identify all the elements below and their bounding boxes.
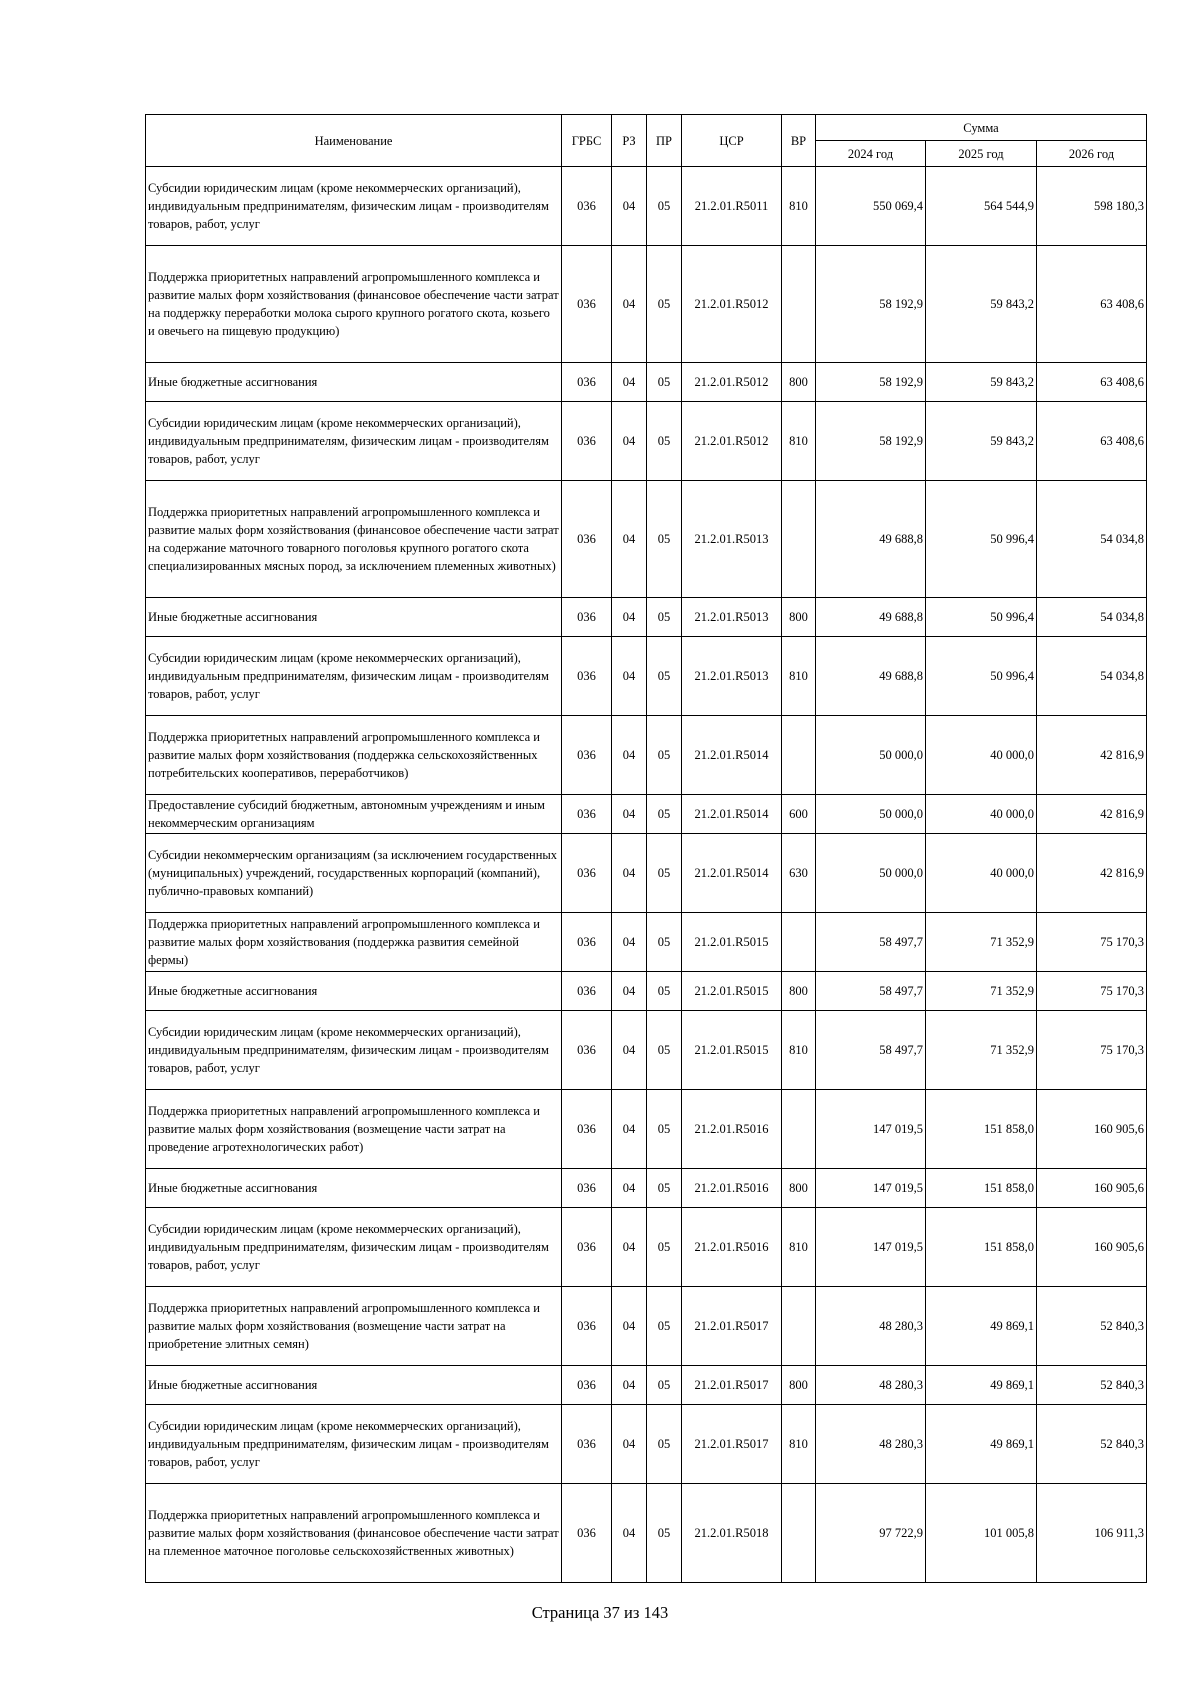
cell-csr: 21.2.01.R5012 [682,402,782,481]
cell-amount-2024: 58 192,9 [816,402,926,481]
cell-name: Субсидии юридическим лицам (кроме некоммерческих организаций), индивидуальным предпринимателям, физическим лицам - производителям товаров, работ, услуг [146,637,562,716]
cell-name: Субсидии юридическим лицам (кроме некоммерческих организаций), индивидуальным предпринимателям, физическим лицам - производителям товаров, работ, услуг [146,402,562,481]
cell-rz: 04 [612,1484,647,1583]
cell-grbs: 036 [562,481,612,598]
cell-csr: 21.2.01.R5013 [682,637,782,716]
cell-name: Субсидии юридическим лицам (кроме некоммерческих организаций), индивидуальным предпринимателям, физическим лицам - производителям товаров, работ, услуг [146,167,562,246]
cell-vr: 800 [782,1366,816,1405]
cell-amount-2026: 75 170,3 [1037,913,1147,972]
cell-rz: 04 [612,1208,647,1287]
cell-amount-2024: 50 000,0 [816,716,926,795]
cell-vr: 600 [782,795,816,834]
cell-amount-2026: 63 408,6 [1037,363,1147,402]
cell-rz: 04 [612,1287,647,1366]
cell-grbs: 036 [562,795,612,834]
header-sum: Сумма [816,115,1147,141]
cell-csr: 21.2.01.R5017 [682,1287,782,1366]
cell-pr: 05 [647,834,682,913]
cell-rz: 04 [612,1169,647,1208]
cell-vr: 630 [782,834,816,913]
cell-csr: 21.2.01.R5017 [682,1366,782,1405]
cell-grbs: 036 [562,1405,612,1484]
cell-amount-2024: 50 000,0 [816,795,926,834]
cell-amount-2025: 40 000,0 [926,716,1037,795]
cell-name: Субсидии некоммерческим организациям (за исключением государственных (муниципальных) учреждений, государственных корпораций (компаний), публично-правовых компаний) [146,834,562,913]
cell-amount-2024: 147 019,5 [816,1208,926,1287]
cell-vr [782,1287,816,1366]
cell-amount-2025: 151 858,0 [926,1090,1037,1169]
cell-amount-2026: 63 408,6 [1037,246,1147,363]
cell-amount-2026: 42 816,9 [1037,834,1147,913]
cell-name: Иные бюджетные ассигнования [146,972,562,1011]
cell-grbs: 036 [562,1208,612,1287]
cell-amount-2025: 151 858,0 [926,1169,1037,1208]
cell-pr: 05 [647,1169,682,1208]
cell-vr [782,913,816,972]
cell-pr: 05 [647,481,682,598]
cell-amount-2024: 49 688,8 [816,637,926,716]
cell-rz: 04 [612,834,647,913]
cell-grbs: 036 [562,1366,612,1405]
cell-amount-2024: 147 019,5 [816,1090,926,1169]
table-row [146,1405,1147,1484]
cell-name: Иные бюджетные ассигнования [146,1169,562,1208]
cell-vr: 800 [782,363,816,402]
cell-pr: 05 [647,1011,682,1090]
cell-csr: 21.2.01.R5014 [682,834,782,913]
header-rz: РЗ [612,115,647,167]
table-row [146,167,1147,246]
table-row [146,1484,1147,1583]
cell-amount-2026: 160 905,6 [1037,1169,1147,1208]
cell-grbs: 036 [562,1011,612,1090]
cell-csr: 21.2.01.R5013 [682,481,782,598]
cell-name: Поддержка приоритетных направлений агропромышленного комплекса и развитие малых форм хозяйствования (поддержка развития семейной фермы) [146,913,562,972]
cell-amount-2025: 49 869,1 [926,1405,1037,1484]
cell-rz: 04 [612,972,647,1011]
cell-csr: 21.2.01.R5012 [682,246,782,363]
cell-grbs: 036 [562,167,612,246]
cell-amount-2026: 106 911,3 [1037,1484,1147,1583]
cell-amount-2026: 42 816,9 [1037,795,1147,834]
cell-name: Поддержка приоритетных направлений агропромышленного комплекса и развитие малых форм хозяйствования (финансовое обеспечение части затрат на поддержку переработки молока сырого крупного рогатого скота, козьего и овечьего на пищевую продукцию) [146,246,562,363]
cell-amount-2024: 147 019,5 [816,1169,926,1208]
cell-rz: 04 [612,1090,647,1169]
cell-amount-2026: 42 816,9 [1037,716,1147,795]
cell-amount-2024: 48 280,3 [816,1287,926,1366]
cell-grbs: 036 [562,716,612,795]
cell-grbs: 036 [562,1090,612,1169]
cell-amount-2026: 54 034,8 [1037,598,1147,637]
cell-vr: 800 [782,598,816,637]
table-row [146,1090,1147,1169]
cell-csr: 21.2.01.R5013 [682,598,782,637]
cell-csr: 21.2.01.R5011 [682,167,782,246]
cell-rz: 04 [612,481,647,598]
cell-rz: 04 [612,716,647,795]
cell-grbs: 036 [562,1484,612,1583]
cell-vr: 800 [782,972,816,1011]
cell-grbs: 036 [562,913,612,972]
cell-amount-2025: 50 996,4 [926,637,1037,716]
cell-amount-2024: 550 069,4 [816,167,926,246]
cell-vr: 810 [782,402,816,481]
cell-amount-2024: 48 280,3 [816,1366,926,1405]
cell-csr: 21.2.01.R5017 [682,1405,782,1484]
cell-vr [782,1090,816,1169]
cell-pr: 05 [647,1366,682,1405]
header-year-2025: 2025 год [926,141,1037,167]
header-pr: ПР [647,115,682,167]
table-row [146,1287,1147,1366]
cell-pr: 05 [647,598,682,637]
cell-name: Иные бюджетные ассигнования [146,1366,562,1405]
cell-name: Предоставление субсидий бюджетным, автономным учреждениям и иным некоммерческим организациям [146,795,562,834]
cell-rz: 04 [612,1366,647,1405]
cell-vr: 810 [782,637,816,716]
table-body [146,167,1147,1583]
table-row [146,598,1147,637]
cell-rz: 04 [612,913,647,972]
budget-table [145,114,1147,1583]
cell-amount-2026: 54 034,8 [1037,481,1147,598]
cell-amount-2026: 52 840,3 [1037,1405,1147,1484]
cell-grbs: 036 [562,598,612,637]
table-row [146,1169,1147,1208]
cell-amount-2025: 59 843,2 [926,363,1037,402]
cell-grbs: 036 [562,1169,612,1208]
header-year-2024: 2024 год [816,141,926,167]
cell-rz: 04 [612,598,647,637]
cell-amount-2026: 75 170,3 [1037,972,1147,1011]
header-grbs: ГРБС [562,115,612,167]
cell-vr: 810 [782,1405,816,1484]
cell-pr: 05 [647,1208,682,1287]
table-row [146,637,1147,716]
cell-amount-2026: 52 840,3 [1037,1287,1147,1366]
cell-amount-2025: 71 352,9 [926,1011,1037,1090]
table-row [146,402,1147,481]
cell-amount-2024: 49 688,8 [816,598,926,637]
table-header [146,115,1147,167]
cell-name: Поддержка приоритетных направлений агропромышленного комплекса и развитие малых форм хозяйствования (возмещение части затрат на приобретение элитных семян) [146,1287,562,1366]
cell-rz: 04 [612,402,647,481]
cell-amount-2025: 564 544,9 [926,167,1037,246]
cell-csr: 21.2.01.R5016 [682,1090,782,1169]
cell-rz: 04 [612,1405,647,1484]
cell-amount-2025: 40 000,0 [926,834,1037,913]
cell-grbs: 036 [562,637,612,716]
table-row [146,972,1147,1011]
header-vr: ВР [782,115,816,167]
table-row [146,1011,1147,1090]
cell-amount-2024: 50 000,0 [816,834,926,913]
cell-vr [782,1484,816,1583]
header-csr: ЦСР [682,115,782,167]
cell-vr: 810 [782,1208,816,1287]
cell-csr: 21.2.01.R5015 [682,972,782,1011]
cell-amount-2024: 48 280,3 [816,1405,926,1484]
cell-vr [782,716,816,795]
cell-amount-2024: 58 192,9 [816,246,926,363]
cell-amount-2025: 40 000,0 [926,795,1037,834]
cell-amount-2025: 71 352,9 [926,913,1037,972]
table-row [146,246,1147,363]
cell-grbs: 036 [562,972,612,1011]
cell-amount-2026: 160 905,6 [1037,1090,1147,1169]
cell-amount-2025: 59 843,2 [926,402,1037,481]
cell-amount-2026: 54 034,8 [1037,637,1147,716]
cell-vr: 810 [782,167,816,246]
cell-pr: 05 [647,1090,682,1169]
cell-pr: 05 [647,1484,682,1583]
cell-amount-2025: 151 858,0 [926,1208,1037,1287]
cell-grbs: 036 [562,834,612,913]
cell-name: Поддержка приоритетных направлений агропромышленного комплекса и развитие малых форм хозяйствования (возмещение части затрат на проведение агротехнологических работ) [146,1090,562,1169]
header-year-2026: 2026 год [1037,141,1147,167]
cell-amount-2026: 598 180,3 [1037,167,1147,246]
cell-amount-2025: 50 996,4 [926,598,1037,637]
cell-grbs: 036 [562,402,612,481]
cell-amount-2024: 97 722,9 [816,1484,926,1583]
cell-rz: 04 [612,795,647,834]
cell-name: Поддержка приоритетных направлений агропромышленного комплекса и развитие малых форм хозяйствования (финансовое обеспечение части затрат на содержание маточного товарного поголовья крупного рогатого скота специализированных мясных пород, за исключением племенных животных) [146,481,562,598]
table-row [146,913,1147,972]
cell-vr: 810 [782,1011,816,1090]
table-row [146,1366,1147,1405]
cell-name: Субсидии юридическим лицам (кроме некоммерческих организаций), индивидуальным предпринимателям, физическим лицам - производителям товаров, работ, услуг [146,1405,562,1484]
cell-vr [782,246,816,363]
cell-amount-2024: 58 497,7 [816,913,926,972]
cell-amount-2025: 50 996,4 [926,481,1037,598]
cell-amount-2026: 63 408,6 [1037,402,1147,481]
cell-amount-2026: 160 905,6 [1037,1208,1147,1287]
cell-pr: 05 [647,1287,682,1366]
cell-name: Субсидии юридическим лицам (кроме некоммерческих организаций), индивидуальным предпринимателям, физическим лицам - производителям товаров, работ, услуг [146,1011,562,1090]
table-row [146,481,1147,598]
cell-csr: 21.2.01.R5016 [682,1208,782,1287]
cell-pr: 05 [647,716,682,795]
cell-amount-2024: 58 497,7 [816,972,926,1011]
cell-grbs: 036 [562,363,612,402]
header-name: Наименование [146,115,562,167]
cell-csr: 21.2.01.R5012 [682,363,782,402]
cell-amount-2026: 52 840,3 [1037,1366,1147,1405]
cell-pr: 05 [647,363,682,402]
cell-csr: 21.2.01.R5016 [682,1169,782,1208]
cell-amount-2025: 101 005,8 [926,1484,1037,1583]
page-number: Страница 37 из 143 [531,1603,669,1622]
cell-name: Иные бюджетные ассигнования [146,598,562,637]
cell-amount-2025: 49 869,1 [926,1366,1037,1405]
cell-pr: 05 [647,1405,682,1484]
table-row [146,716,1147,795]
cell-pr: 05 [647,402,682,481]
cell-amount-2025: 49 869,1 [926,1287,1037,1366]
cell-amount-2025: 59 843,2 [926,246,1037,363]
cell-amount-2025: 71 352,9 [926,972,1037,1011]
table-row [146,834,1147,913]
cell-csr: 21.2.01.R5014 [682,716,782,795]
cell-name: Поддержка приоритетных направлений агропромышленного комплекса и развитие малых форм хозяйствования (финансовое обеспечение части затрат на племенное маточное поголовье сельскохозяйственных животных) [146,1484,562,1583]
cell-csr: 21.2.01.R5018 [682,1484,782,1583]
cell-name: Иные бюджетные ассигнования [146,363,562,402]
cell-pr: 05 [647,795,682,834]
cell-pr: 05 [647,167,682,246]
cell-amount-2024: 58 497,7 [816,1011,926,1090]
cell-csr: 21.2.01.R5015 [682,1011,782,1090]
cell-pr: 05 [647,246,682,363]
cell-amount-2024: 58 192,9 [816,363,926,402]
cell-vr: 800 [782,1169,816,1208]
table-row [146,363,1147,402]
cell-amount-2024: 49 688,8 [816,481,926,598]
cell-rz: 04 [612,246,647,363]
cell-csr: 21.2.01.R5014 [682,795,782,834]
cell-rz: 04 [612,363,647,402]
cell-vr [782,481,816,598]
cell-rz: 04 [612,167,647,246]
cell-grbs: 036 [562,1287,612,1366]
cell-rz: 04 [612,1011,647,1090]
cell-rz: 04 [612,637,647,716]
cell-csr: 21.2.01.R5015 [682,913,782,972]
cell-pr: 05 [647,637,682,716]
cell-pr: 05 [647,913,682,972]
cell-name: Поддержка приоритетных направлений агропромышленного комплекса и развитие малых форм хозяйствования (поддержка сельскохозяйственных потребительских кооперативов, переработчиков) [146,716,562,795]
table-row [146,795,1147,834]
cell-pr: 05 [647,972,682,1011]
table-row [146,1208,1147,1287]
cell-amount-2026: 75 170,3 [1037,1011,1147,1090]
cell-grbs: 036 [562,246,612,363]
cell-name: Субсидии юридическим лицам (кроме некоммерческих организаций), индивидуальным предпринимателям, физическим лицам - производителям товаров, работ, услуг [146,1208,562,1287]
